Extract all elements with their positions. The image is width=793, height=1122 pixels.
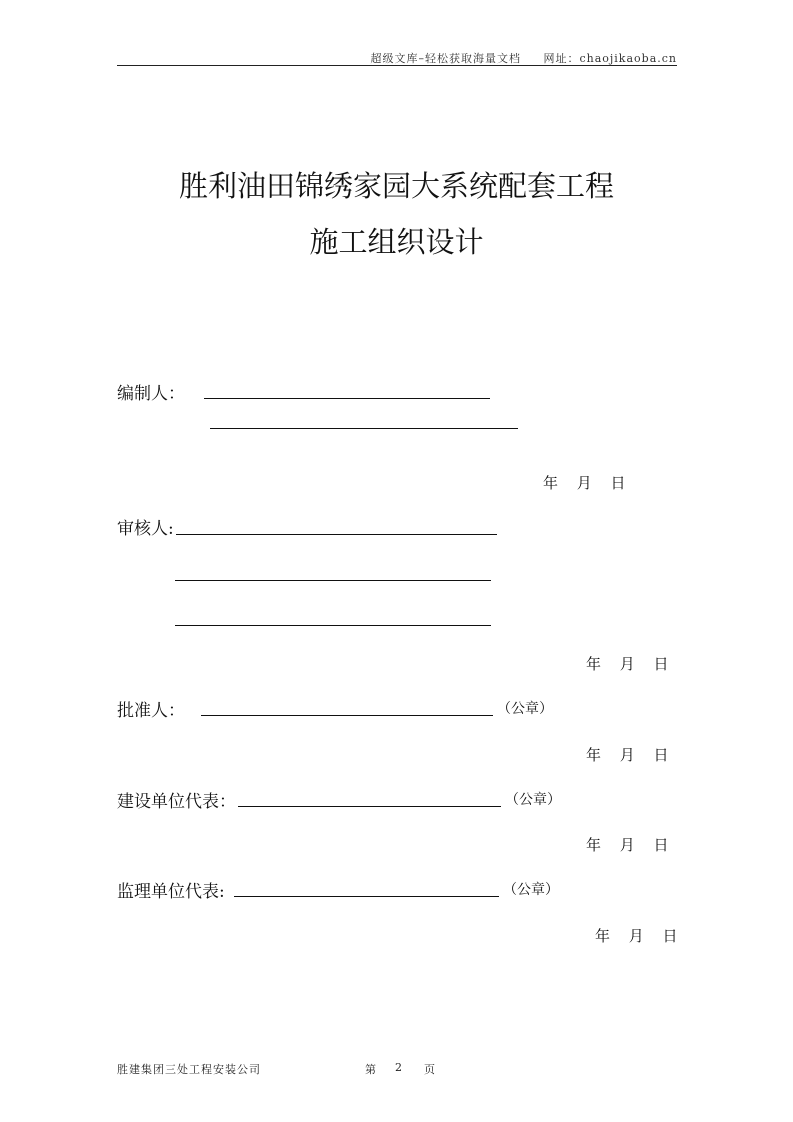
approver-date: 年 月 日 <box>586 746 669 764</box>
owner-rep-date: 年 月 日 <box>586 836 669 854</box>
footer-page-suffix: 页 <box>424 1063 436 1076</box>
supervisor-rep-seal: （公章） <box>503 882 559 898</box>
title-line-2: 施工组织设计 <box>309 225 484 259</box>
title-line-1: 胜利油田锦绣家园大系统配套工程 <box>178 169 614 203</box>
reviewer-line-1 <box>176 534 497 535</box>
header-rule <box>117 65 677 66</box>
page-header <box>370 50 677 66</box>
supervisor-rep-label: 监理单位代表: <box>117 882 225 902</box>
approver-seal: （公章） <box>497 701 553 717</box>
reviewer-date: 年 月 日 <box>586 655 669 673</box>
compiler-date: 年 月 日 <box>543 474 626 492</box>
owner-rep-seal: （公章） <box>505 792 561 808</box>
reviewer-line-3 <box>175 625 491 626</box>
supervisor-rep-line <box>234 896 499 897</box>
approver-label: 批准人： <box>117 701 185 721</box>
owner-rep-label: 建设单位代表： <box>117 792 236 812</box>
compiler-label: 编制人： <box>117 384 185 404</box>
owner-rep-line <box>238 806 501 807</box>
footer-page-number: 2 <box>395 1061 403 1074</box>
approver-line <box>201 715 493 716</box>
reviewer-line-2 <box>175 580 491 581</box>
header-url: 网址：chaojikaoba.cn <box>543 52 677 65</box>
footer-page-prefix: 第 <box>365 1063 377 1076</box>
reviewer-label: 审核人: <box>117 519 174 539</box>
header-site-name: 超级文库–轻松获取海量文档 <box>370 52 521 65</box>
compiler-line-1 <box>204 398 490 399</box>
compiler-line-2 <box>210 428 518 429</box>
footer-company: 胜建集团三处工程安装公司 <box>117 1063 261 1076</box>
supervisor-rep-date: 年 月 日 <box>595 927 678 945</box>
